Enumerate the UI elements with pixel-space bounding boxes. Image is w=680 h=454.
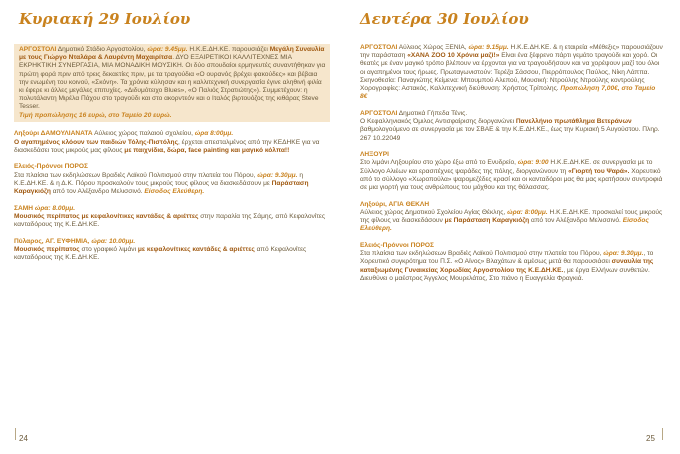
event-location: ΑΡΓΟΣΤΟΛΙ [360,109,398,117]
event-time: ώρα: 8:00μμ. [507,208,548,216]
left-events [14,44,330,271]
event-tennis [360,110,664,143]
event-highlight: Πανελλήνιο πρωτάθλημα Βετεράνων [515,118,632,126]
event-text: Στα πλαίσια των εκδηλώσεων Βραδιές Λαϊκού Πολιτισμού στην πλατεία του Πόρου, ώρα: 9.30μμ. η Κ.Ε.ΔΗ.ΚΕ. & η Δ.Κ. Πόρου προσκαλούν τους μικρούς τους φίλους να διασκεδάσουν με Παράσταση Καραγκιόζη από τον Αλέξανδρο Μελισσινό. Είσοδος Ελεύθερη. [14,171,309,196]
left-day-title: Κυριακή 29 Ιουλίου [19,10,191,28]
event-text: ΑΡΓΟΣΤΟΛΙ Δημοτικά Γήπεδα Τένις. Ο Κεφαλληνιακός Όμιλος Αντισφαίρισης διοργανώνει Πανελλήνιο πρωτάθλημα Βετεράνων βαθμολογούμενο σε συνεργασία με τον ΣΒΑΕ & την Κ.Ε.ΔΗ.ΚΕ., έως την Κυριακή 5 Αυγούστου. Πληρ. 267 10.22049 [360,109,660,142]
event-location: Ελειός-Πρόννοι ΠΟΡΟΣ [14,163,88,171]
event-time: ώρα: 9.15μμ. [468,44,509,51]
event-location: ΑΡΓΟΣΤΟΛΙ [360,44,398,51]
right-events [360,44,664,292]
event-time: ώρα: 9.30μμ. [257,171,298,179]
event-poros-choir [360,242,664,283]
event-time: ώρα: 9:00 [517,159,549,167]
event-highlight: «ΧΑΝΑ ΖΟΟ 10 Χρόνια μαζί!» [407,52,500,60]
event-highlight: με παιχνίδια, δώρα, face painting και μαγικό κόλπα!! [124,146,290,154]
footer-divider [15,428,16,440]
free-entry-note: Είσοδος Ελεύθερη. [144,188,205,196]
event-text: ΑΡΓΟΣΤΟΛΙ Δημοτικό Στάδιο Αργοστολίου, ώρα: 9.45μμ. Η.Κ.Ε.ΔΗ.ΚΕ. παρουσιάζει Μεγάλη Συναυλία με τους Γιώργο Νταλάρα & Λαυρέντη Μαχαιρίτσα. ΔΥΟ ΕΞΑΙΡΕΤΙΚΟΙ ΚΑΛΛΙΤΕΧΝΕΣ ΜΙΑ ΕΚΡΗΚΤΙΚΗ ΣΥΝΕΡΓΑΣΙΑ, ΜΙΑ ΜΟΝΑΔΙΚΗ ΜΟΥΣΙΚΗ. Οι δύο σπουδαίοι ερμηνευτές συναντήθηκαν για πρώτη φορά πριν από τρεις δεκαετίες πριν, με τα τραγούδια «Ο ουρανός βρέχει φακούδες» και βέβαια την ενωμένη του κοινού, «Σκόνη». Τα χρόνια κύλησαν και η καλλιτεχνική συνεργασία έγινε αληθινή φιλία κι έφερε κι άλλες μεγάλες επιτυχίες. «Διδυμότειχο Blues», «Ο Παλιός Στρατιώτης»). Συμμετέχουν: η πολυτάλαντη Μιρέλα Πάχου στο τραγούδι και στο ακορντεόν και ο Ιταλός βιρτουόζος της κιθάρας Steve Tesser. [19,46,326,111]
event-highlight: με κεφαλονίτικες καντάδες & αριέττες [137,246,255,254]
event-text: Στο λιμάνι Ληξουρίου στο χώρο έξω από το Ενυδρείο, ώρα: 9:00 Η.Κ.Ε.ΔΗ.ΚΕ. σε συνεργασία με το Σύλλογο Αλιέων και ερασιτέχνες ψαράδες της πόλης, διοργανώνουν τη «Γιορτή του Ψαρά». Χορευτικό από το σύλλογο «Χωροπούλα» ψαρομεζέδες κρασί και οι κανταδόροι μας θα μας κρατήσουν συντροφιά σε μια γιορτή για τους ανθρώπους του μόχθου και της θάλασσας. [360,159,663,192]
event-text: Μουσικός περίπατος στο γραφικό λιμάνι με κεφαλονίτικες καντάδες & αριέττες από Κεφαλονίτες κανταδόρους της Κ.Ε.ΔΗ.ΚΕ. [14,246,307,262]
event-location: Ληξούρι ΔΑΜΟΥΛΙΑΝΑΤΑ [14,130,93,138]
event-time: ώρα: 8.00μμ. [32,204,76,212]
event-damoulianata [14,130,330,155]
event-agia-thekli [360,201,664,234]
event-argostoli-concert [14,44,330,122]
event-time: ώρα 8:00μμ. [194,130,234,138]
event-xenia-show [360,44,664,101]
page-number: 25 [646,434,655,443]
footer-divider [662,428,663,440]
free-entry-note: Είσοδος Ελεύθερη. [360,217,649,233]
event-location: Πύλαρος, ΑΓ. ΕΥΦΗΜΙΑ [14,237,88,245]
event-sami [14,205,330,230]
event-text: ΑΡΓΟΣΤΟΛΙ Αύλειος Χώρος ΞΕΝΙΑ, ώρα: 9.15μμ. Η.Κ.Ε.ΔΗ.ΚΕ. & η εταιρεία «Μέθεξις» παρουσιάζουν την παράσταση «ΧΑΝΑ ΖΟΟ 10 Χρόνια μαζί!» Είναι ένα ξέφρενο πάρτι γεμάτο τραγούδι και χορό. Οι θεατές με έναν μαγικό τρόπο βλέπουν να έρχονται για να τραγουδήσουν και να χορέψουν μαζί του όλοι οι αγαπημένοι τους ήρωες. Πρωταγωνιστούν: Τερέζα Σάσσου, Πιερρόπουλος Παύλος, Νίκη Λάππα. Σκηνοθεσία: Παναγιώτης Κείμενα: Μπουμπού Αλεπού, Μουσική: Ντρούλης Ντρούλης κοντρούλης Χορογραφίες: Αστακός, Καλλιτεχνική διεύθυνση: Χρήστος Τρίπολης. Προπώληση 7,00€, στο Ταμείο 8€ [360,44,663,101]
event-highlight: Ο αγαπημένος κλόουν των παιδιών Τόλης-Πιστόλης [14,138,178,146]
event-lixouri-fisherman [360,151,664,192]
event-time: ώρα: 9.45μμ. [147,46,188,53]
event-text: Μουσικός περίπατος με κεφαλονίτικες καντάδες & αριέττες στην παραλία της Σάμης, από Κεφαλονίτες κανταδόρους της Κ.Ε.ΔΗ.ΚΕ. [14,212,326,229]
event-time: , ώρα: 10.00μμ. [87,237,136,245]
event-time: ώρα: 9.30μμ. [603,250,644,258]
event-highlight: συναυλία της καταξιωμένης Γυναικείας Χορωδίας Αργοστολίου της Κ.Ε.ΔΗ.ΚΕ. [360,258,654,274]
page-number: 24 [19,434,28,443]
right-page [340,0,680,454]
event-price-note: Τιμή προπώλησης 16 ευρώ, στο Ταμείο 20 ευρώ. [19,111,172,119]
event-text: Στα πλαίσια των εκδηλώσεων Βραδιές Λαϊκού Πολιτισμού στην πλατεία του Πόρου, ώρα: 9.30μμ., το Χορευτικό συγκρότημα του Π.Σ. «Ο Αίνος» Βλαχάτων & αμέσως μετά θα παρουσιάσει συναυλία της καταξιωμένης Γυναικείας Χορωδίας Αργοστολίου της Κ.Ε.ΔΗ.ΚΕ., με έργα Ελλήνων συνθετών. Διευθύνει ο μαέστρος Άγγελος Μουρελάτος, Στο πιάνο η Ευαγγελία Φραγκιά. [360,250,654,282]
event-price-note: Προπώληση 7,00€, στο Ταμείο 8€ [360,85,656,101]
event-text: Ληξούρι ΔΑΜΟΥΛΙΑΝΑΤΑ Αύλειος χώρος παλαιού σχολείου, ώρα 8:00μμ. Ο αγαπημένος κλόουν των παιδιών Τόλης-Πιστόλης, έρχεται απεσταλμένος από την ΚΕΔΗΚΕ για να διασκεδάσει τους μικρούς μας φίλους με παιχνίδια, δώρα, face painting και μαγικό κόλπα!! [14,130,320,154]
event-location-line [14,238,330,246]
event-location-line [14,205,330,213]
event-highlight: Μουσικός περίπατος με κεφαλονίτικες καντάδες & αριέττες [14,212,199,220]
event-location: ΑΡΓΟΣΤΟΛΙ [19,46,57,53]
event-location: Ελειός-Πρόννοι ΠΟΡΟΣ [360,242,434,250]
event-highlight: Μεγάλη Συναυλία με τους Γιώργο Νταλάρα & Λαυρέντη Μαχαιρίτσα [19,46,325,62]
event-highlight: Μουσικός περίπατος [14,246,80,254]
event-agia-efimia [14,238,330,263]
event-highlight: με Παράσταση Καραγκιόζη [444,217,530,225]
event-poros-karagiozis [14,163,330,196]
event-location-line [360,201,664,209]
event-highlight: Παράσταση Καραγκιόζη [14,179,309,196]
right-day-title: Δευτέρα 30 Ιουλίου [360,10,529,28]
event-location: ΣΑΜΗ [14,204,33,212]
event-text: Αύλειος χώρος Δημοτικού Σχολείου Αγίας Θέκλης, ώρα: 8:00μμ. Η.Κ.Ε.ΔΗ.ΚΕ. προσκαλεί τους μικρούς της φίλους να διασκεδάσουν με Παράσταση Καραγκιόζη από τον Αλέξανδρο Μελισσινό. Είσοδος Ελεύθερη. [360,208,663,233]
event-location: ΛΗΞΟΥΡΙ [360,151,389,159]
event-highlight: «Γιορτή του Ψαρά». [568,167,630,175]
event-location: Ληξούρι, ΑΓΙΑ ΘΕΚΛΗ [360,200,430,208]
event-location-line [14,163,330,171]
